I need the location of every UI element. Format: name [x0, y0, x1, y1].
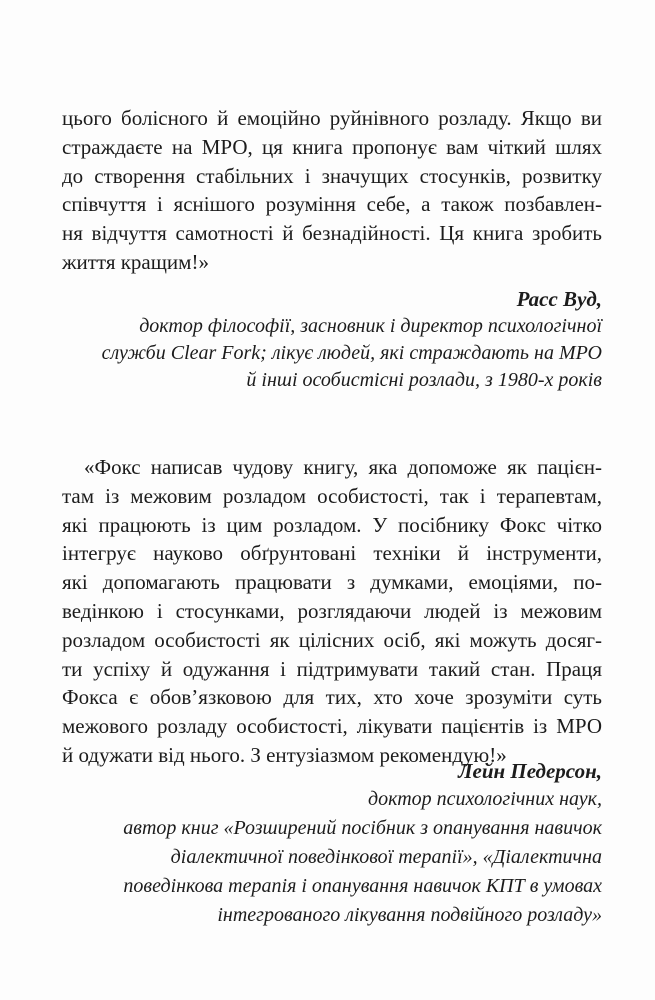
- text-line: межового розладу особистості, лікувати пацієнтів із МРО: [62, 714, 602, 739]
- author-credentials-line: служби Clear Fork; лікує людей, які страждають на МРО: [101, 342, 602, 364]
- text-line: ти успіху й одужання і підтримувати такий стан. Праця: [62, 656, 602, 681]
- author-name: Расс Вуд,: [516, 287, 602, 311]
- text-line: Фокса є обов’язковою для тих, хто хоче зрозуміти суть: [62, 685, 602, 710]
- author-credentials-line: діалектичної поведінкової терапії», «Діалектична: [170, 846, 602, 868]
- author-credentials-line: доктор психологічних наук,: [368, 788, 602, 810]
- quote-2-attribution: [123, 757, 602, 930]
- author-credentials-line: поведінкова терапія і опанування навичок КПТ в умовах: [123, 875, 602, 897]
- text-line: які працюють із цим розладом. У посібнику Фокс чітко: [62, 512, 602, 537]
- quote-2-text: [62, 453, 602, 770]
- text-line: життя кращим!»: [62, 249, 209, 274]
- text-line: страждаєте на МРО, ця книга пропонує вам чіткий шлях: [62, 134, 602, 159]
- author-credentials-line: інтегрованого лікування подвійного розладу»: [217, 904, 602, 926]
- author-credentials-line: доктор філософії, засновник і директор психологічної: [139, 315, 602, 337]
- quote-1-text: [62, 104, 602, 277]
- text-line: й одужати від нього. З ентузіазмом рекомендую!»: [62, 742, 507, 767]
- text-line: ведінкою і стосунками, розглядаючи людей із межовим: [62, 598, 602, 623]
- text-line: цього болісного й емоційно руйнівного розладу. Якщо ви: [62, 106, 602, 130]
- text-line: ня відчуття самотності й безнадійності. Ця книга зробить: [62, 221, 602, 246]
- text-line: співчуття і яснішого розуміння себе, а також позбавлен-: [62, 192, 602, 217]
- text-line: до створення стабільних і значущих стосунків, розвитку: [62, 163, 602, 188]
- author-credentials-line: й інші особистісні розлади, з 1980-х років: [246, 369, 602, 391]
- text-line: там із межовим розладом особистості, так і терапевтам,: [62, 483, 602, 508]
- author-name: Лейн Педерсон,: [458, 759, 602, 783]
- author-credentials-line: автор книг «Розширений посібник з опанування навичок: [123, 817, 602, 839]
- text-line: розладом особистості як цілісних осіб, які можуть досяг-: [62, 627, 602, 652]
- quote-1-attribution: [102, 285, 602, 394]
- text-line: які допомагають працювати з думками, емоціями, по-: [62, 570, 602, 595]
- text-line: «Фокс написав чудову книгу, яка допоможе як пацієн-: [84, 455, 602, 479]
- text-line: інтегрує науково обґрунтовані техніки й інструменти,: [62, 541, 602, 566]
